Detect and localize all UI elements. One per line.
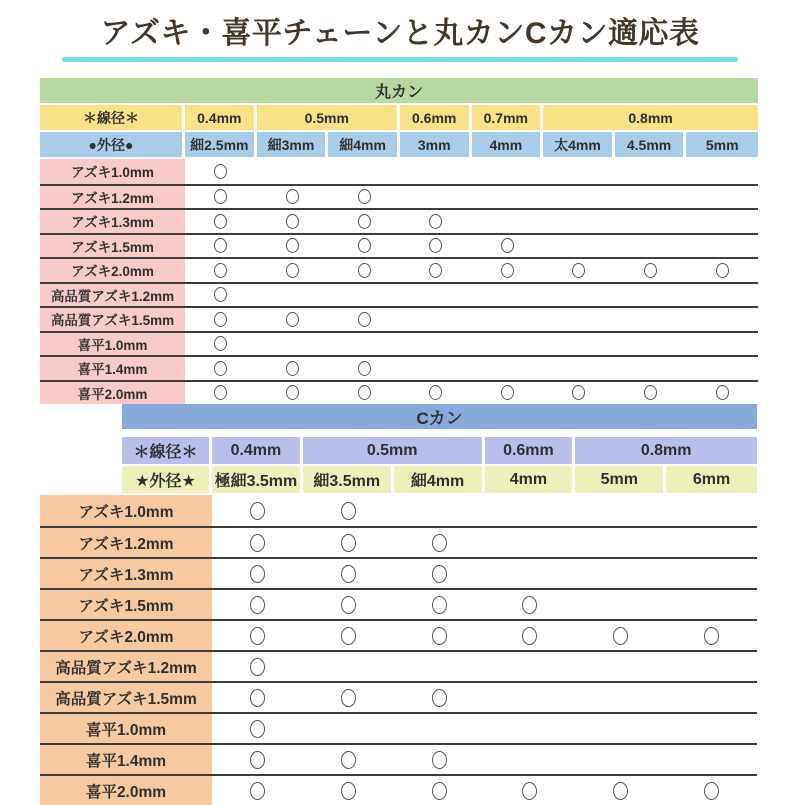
compatibility-cell — [615, 235, 687, 258]
compatible-mark-icon — [250, 502, 265, 520]
page-title: アズキ・喜平チェーンと丸カンCカン適応表 — [100, 17, 700, 50]
chain-row — [40, 712, 757, 743]
compatibility-cell — [394, 495, 485, 526]
compatible-mark-icon — [613, 627, 628, 645]
compatibility-cell — [212, 590, 303, 619]
compatibility-cell — [303, 652, 394, 681]
compatibility-cell — [485, 714, 576, 743]
compatibility-cell — [212, 776, 303, 805]
compatibility-cell — [485, 590, 576, 619]
compatible-mark-icon — [250, 689, 265, 707]
compatible-mark-icon — [716, 263, 729, 278]
compatibility-cell — [575, 528, 666, 557]
compatibility-cell — [543, 284, 615, 307]
compatibility-cell — [666, 590, 757, 619]
compatibility-cell — [400, 235, 472, 258]
compatibility-cell — [485, 621, 576, 650]
compatibility-cell — [212, 559, 303, 588]
compatible-mark-icon — [704, 782, 719, 800]
compatibility-cell — [686, 333, 758, 356]
compatibility-cell — [394, 683, 485, 712]
compatibility-cell — [328, 159, 400, 184]
outer-diameter-value: 太4mm — [543, 132, 615, 157]
compatibility-cell — [394, 714, 485, 743]
chain-row — [40, 184, 758, 209]
compatible-mark-icon — [286, 312, 299, 327]
compatible-mark-icon — [214, 312, 227, 327]
compatibility-cell — [686, 308, 758, 331]
compatibility-cell — [485, 683, 576, 712]
c-kan-table — [40, 404, 757, 805]
compatible-mark-icon — [250, 596, 265, 614]
compatible-mark-icon — [214, 263, 227, 278]
compatibility-cell — [666, 495, 757, 526]
chain-row-label: アズキ2.0mm — [40, 621, 212, 650]
outer-diameter-value: 細3mm — [257, 132, 329, 157]
outer-diameter-value: 4mm — [472, 132, 544, 157]
outer-diameter-header-row — [40, 132, 758, 157]
chain-row-label: アズキ1.5mm — [40, 590, 212, 619]
compatibility-cell — [185, 357, 257, 380]
chain-row — [40, 743, 757, 774]
chain-row — [40, 355, 758, 380]
chain-row-label: 高品質アズキ1.5mm — [40, 683, 212, 712]
compatible-mark-icon — [572, 263, 585, 278]
compatibility-cell — [615, 357, 687, 380]
compatibility-cell — [472, 357, 544, 380]
wire-diameter-value: 0.8mm — [575, 437, 757, 464]
compatible-mark-icon — [358, 263, 371, 278]
compatibility-cell — [328, 382, 400, 405]
compatible-mark-icon — [214, 336, 227, 351]
outer-diameter-value: 4mm — [485, 466, 576, 493]
compatibility-cell — [543, 357, 615, 380]
compatibility-cell — [472, 284, 544, 307]
outer-diameter-value: 細2.5mm — [185, 132, 257, 157]
chain-row-label: 喜平1.4mm — [40, 745, 212, 774]
compatibility-cell — [400, 357, 472, 380]
compatibility-cell — [394, 559, 485, 588]
compatibility-cell — [543, 210, 615, 233]
chain-row-label: アズキ1.5mm — [40, 235, 185, 258]
compatibility-cell — [328, 210, 400, 233]
compatibility-cell — [185, 333, 257, 356]
chain-row-label: アズキ1.2mm — [40, 186, 185, 209]
compatible-mark-icon — [358, 312, 371, 327]
compatible-mark-icon — [429, 238, 442, 253]
outer-diameter-value: 5mm — [686, 132, 758, 157]
compatibility-cell — [686, 259, 758, 282]
outer-diameter-label: ★外径★ — [122, 466, 212, 493]
compatible-mark-icon — [613, 782, 628, 800]
compatibility-cell — [328, 333, 400, 356]
compatibility-cell — [543, 382, 615, 405]
compatibility-cell — [485, 776, 576, 805]
compatibility-cell — [303, 621, 394, 650]
wire-diameter-value: 0.7mm — [472, 105, 544, 130]
compatibility-cell — [394, 621, 485, 650]
chain-row-label: アズキ1.3mm — [40, 559, 212, 588]
compatible-mark-icon — [286, 361, 299, 376]
compatible-mark-icon — [250, 751, 265, 769]
compatible-mark-icon — [432, 565, 447, 583]
compatibility-cell — [400, 308, 472, 331]
outer-diameter-value: 6mm — [666, 466, 757, 493]
chain-row — [40, 331, 758, 356]
compatibility-cell — [472, 382, 544, 405]
compatible-mark-icon — [358, 385, 371, 400]
chain-row — [40, 306, 758, 331]
compatibility-cell — [328, 284, 400, 307]
chain-row — [40, 208, 758, 233]
compatibility-cell — [212, 621, 303, 650]
compatibility-cell — [185, 235, 257, 258]
wire-diameter-value: 0.6mm — [485, 437, 576, 464]
compatibility-cell — [543, 259, 615, 282]
compatible-mark-icon — [286, 263, 299, 278]
compatibility-cell — [257, 382, 329, 405]
compatible-mark-icon — [214, 287, 227, 302]
wire-diameter-value: 0.6mm — [400, 105, 472, 130]
compatibility-cell — [575, 745, 666, 774]
compatibility-cell — [185, 284, 257, 307]
compatibility-cell — [303, 590, 394, 619]
compatibility-cell — [485, 495, 576, 526]
compatibility-cell — [212, 714, 303, 743]
chain-row-label: 喜平1.4mm — [40, 357, 185, 380]
compatible-mark-icon — [429, 263, 442, 278]
compatibility-cell — [543, 186, 615, 209]
compatibility-cell — [303, 776, 394, 805]
compatibility-cell — [543, 333, 615, 356]
compatibility-cell — [400, 186, 472, 209]
compatible-mark-icon — [286, 385, 299, 400]
compatible-mark-icon — [522, 596, 537, 614]
compatible-mark-icon — [432, 627, 447, 645]
compatibility-cell — [575, 776, 666, 805]
wire-diameter-value: 0.4mm — [185, 105, 257, 130]
maru-kan-table — [40, 78, 758, 404]
compatibility-cell — [666, 559, 757, 588]
compatibility-cell — [575, 495, 666, 526]
compatibility-cell — [400, 333, 472, 356]
compatibility-cell — [394, 528, 485, 557]
compatible-mark-icon — [250, 720, 265, 738]
compatibility-cell — [303, 559, 394, 588]
compatible-mark-icon — [432, 596, 447, 614]
compatible-mark-icon — [644, 385, 657, 400]
chain-row-label: 喜平2.0mm — [40, 776, 212, 805]
compatibility-cell — [185, 382, 257, 405]
outer-diameter-value: 細3.5mm — [303, 466, 394, 493]
compatibility-cell — [212, 745, 303, 774]
compatible-mark-icon — [250, 658, 265, 676]
compatible-mark-icon — [286, 214, 299, 229]
compatibility-cell — [212, 528, 303, 557]
compatibility-cell — [615, 333, 687, 356]
compatibility-cell — [575, 652, 666, 681]
compatibility-cell — [686, 235, 758, 258]
chain-row-label: アズキ1.0mm — [40, 159, 185, 184]
compatibility-cell — [615, 382, 687, 405]
compatibility-cell — [185, 159, 257, 184]
wire-diameter-value: 0.8mm — [543, 105, 758, 130]
compatible-mark-icon — [214, 238, 227, 253]
compatibility-cell — [666, 776, 757, 805]
chain-row-label: アズキ2.0mm — [40, 259, 185, 282]
compatibility-cell — [543, 159, 615, 184]
compatibility-cell — [575, 621, 666, 650]
wire-diameter-value: 0.5mm — [257, 105, 400, 130]
compatibility-cell — [575, 714, 666, 743]
compatible-mark-icon — [358, 214, 371, 229]
chain-row-label: アズキ1.3mm — [40, 210, 185, 233]
chain-row — [40, 557, 757, 588]
compatibility-cell — [666, 621, 757, 650]
outer-diameter-value: 4.5mm — [615, 132, 687, 157]
compatible-mark-icon — [341, 751, 356, 769]
compatibility-cell — [575, 559, 666, 588]
title-underline-decoration — [62, 57, 738, 62]
chain-row — [40, 526, 757, 557]
outer-diameter-value: 細4mm — [394, 466, 485, 493]
compatibility-cell — [303, 745, 394, 774]
compatibility-cell — [472, 333, 544, 356]
compatibility-cell — [575, 683, 666, 712]
compatibility-cell — [257, 210, 329, 233]
outer-diameter-value: 細4mm — [328, 132, 400, 157]
chain-row — [40, 159, 758, 184]
compatibility-cell — [303, 683, 394, 712]
compatible-mark-icon — [429, 214, 442, 229]
compatibility-cell — [257, 284, 329, 307]
compatibility-cell — [472, 159, 544, 184]
compatibility-cell — [185, 210, 257, 233]
compatible-mark-icon — [432, 782, 447, 800]
outer-diameter-label: ●外径● — [40, 132, 185, 157]
chain-row-label: 高品質アズキ1.2mm — [40, 652, 212, 681]
compatibility-cell — [686, 186, 758, 209]
compatibility-cell — [400, 382, 472, 405]
compatibility-cell — [615, 159, 687, 184]
compatible-mark-icon — [214, 189, 227, 204]
chain-row — [40, 282, 758, 307]
compatibility-cell — [212, 683, 303, 712]
compatibility-cell — [615, 259, 687, 282]
compatibility-cell — [328, 259, 400, 282]
compatibility-cell — [257, 259, 329, 282]
chain-row-label: アズキ1.0mm — [40, 495, 212, 526]
compatibility-cell — [394, 652, 485, 681]
compatibility-cell — [303, 528, 394, 557]
compatible-mark-icon — [214, 361, 227, 376]
outer-diameter-value: 極細3.5mm — [212, 466, 303, 493]
compatible-mark-icon — [501, 238, 514, 253]
chain-row-label: 喜平1.0mm — [40, 333, 185, 356]
chain-row — [40, 257, 758, 282]
compatible-mark-icon — [432, 751, 447, 769]
compatibility-cell — [666, 714, 757, 743]
compatibility-cell — [257, 186, 329, 209]
compatibility-cell — [400, 259, 472, 282]
compatibility-cell — [615, 308, 687, 331]
compatibility-cell — [686, 210, 758, 233]
compatible-mark-icon — [341, 627, 356, 645]
compatibility-cell — [485, 528, 576, 557]
compatibility-cell — [394, 776, 485, 805]
wire-diameter-label: ＊線径＊ — [40, 105, 185, 130]
compatibility-cell — [472, 186, 544, 209]
wire-diameter-header-row — [122, 437, 757, 464]
compatible-mark-icon — [644, 263, 657, 278]
outer-diameter-value: 3mm — [400, 132, 472, 157]
compatible-mark-icon — [250, 627, 265, 645]
compatible-mark-icon — [429, 385, 442, 400]
compatibility-cell — [257, 357, 329, 380]
compatibility-cell — [666, 652, 757, 681]
compatibility-cell — [185, 186, 257, 209]
chain-row — [40, 774, 757, 805]
compatibility-cell — [615, 186, 687, 209]
compatibility-cell — [485, 745, 576, 774]
compatible-mark-icon — [572, 385, 585, 400]
compatibility-cell — [666, 528, 757, 557]
compatible-mark-icon — [341, 534, 356, 552]
compatibility-cell — [400, 159, 472, 184]
compatible-mark-icon — [358, 189, 371, 204]
chain-row — [40, 619, 757, 650]
chain-row-label: アズキ1.2mm — [40, 528, 212, 557]
compatibility-cell — [257, 159, 329, 184]
wire-diameter-value: 0.4mm — [212, 437, 303, 464]
compatibility-cell — [543, 235, 615, 258]
compatibility-cell — [666, 745, 757, 774]
compatibility-cell — [303, 495, 394, 526]
compatibility-cell — [686, 284, 758, 307]
compatibility-cell — [328, 235, 400, 258]
chain-row-label: 喜平2.0mm — [40, 382, 185, 405]
compatibility-cell — [185, 308, 257, 331]
compatible-mark-icon — [522, 627, 537, 645]
compatibility-cell — [328, 186, 400, 209]
compatible-mark-icon — [214, 385, 227, 400]
compatibility-cell — [328, 308, 400, 331]
compatibility-cell — [257, 333, 329, 356]
compatible-mark-icon — [501, 263, 514, 278]
compatible-mark-icon — [704, 627, 719, 645]
compatibility-cell — [394, 590, 485, 619]
compatibility-cell — [212, 652, 303, 681]
compatibility-cell — [472, 210, 544, 233]
maru-kan-title-band: 丸カン — [40, 78, 758, 103]
compatibility-cell — [472, 308, 544, 331]
compatible-mark-icon — [341, 782, 356, 800]
compatibility-cell — [615, 284, 687, 307]
compatibility-cell — [575, 590, 666, 619]
chain-row — [40, 588, 757, 619]
compatibility-cell — [472, 259, 544, 282]
outer-diameter-value: 5mm — [575, 466, 666, 493]
chain-row-label: 高品質アズキ1.5mm — [40, 308, 185, 331]
compatibility-cell — [686, 382, 758, 405]
compatible-mark-icon — [341, 596, 356, 614]
chain-row — [40, 681, 757, 712]
wire-diameter-label: ＊線径＊ — [122, 437, 212, 464]
compatibility-cell — [400, 210, 472, 233]
compatibility-cell — [394, 745, 485, 774]
chain-row — [40, 495, 757, 526]
compatible-mark-icon — [501, 385, 514, 400]
chain-row-label: 高品質アズキ1.2mm — [40, 284, 185, 307]
compatible-mark-icon — [341, 565, 356, 583]
compatible-mark-icon — [341, 502, 356, 520]
compatibility-cell — [615, 210, 687, 233]
wire-diameter-header-row — [40, 105, 758, 130]
compatible-mark-icon — [432, 534, 447, 552]
compatibility-cell — [400, 284, 472, 307]
compatibility-cell — [257, 308, 329, 331]
compatible-mark-icon — [214, 164, 227, 179]
compatibility-cell — [185, 259, 257, 282]
compatible-mark-icon — [286, 189, 299, 204]
c-kan-title-band: Cカン — [122, 404, 757, 429]
compatible-mark-icon — [250, 534, 265, 552]
wire-diameter-value: 0.5mm — [303, 437, 485, 464]
compatibility-cell — [212, 495, 303, 526]
compatible-mark-icon — [250, 782, 265, 800]
compatibility-cell — [328, 357, 400, 380]
compatibility-cell — [257, 235, 329, 258]
compatible-mark-icon — [286, 238, 299, 253]
chain-row-label: 喜平1.0mm — [40, 714, 212, 743]
chain-row — [40, 650, 757, 681]
compatible-mark-icon — [250, 565, 265, 583]
compatible-mark-icon — [358, 238, 371, 253]
compatibility-cell — [543, 308, 615, 331]
compatible-mark-icon — [214, 214, 227, 229]
compatibility-cell — [485, 652, 576, 681]
compatibility-cell — [686, 159, 758, 184]
compatible-mark-icon — [522, 782, 537, 800]
compatible-mark-icon — [716, 385, 729, 400]
compatible-mark-icon — [358, 361, 371, 376]
chain-row — [40, 380, 758, 405]
compatibility-cell — [666, 683, 757, 712]
compatible-mark-icon — [341, 689, 356, 707]
chain-row — [40, 233, 758, 258]
compatibility-cell — [686, 357, 758, 380]
compatibility-cell — [472, 235, 544, 258]
outer-diameter-header-row — [122, 466, 757, 493]
compatible-mark-icon — [432, 689, 447, 707]
compatibility-cell — [485, 559, 576, 588]
compatibility-cell — [303, 714, 394, 743]
